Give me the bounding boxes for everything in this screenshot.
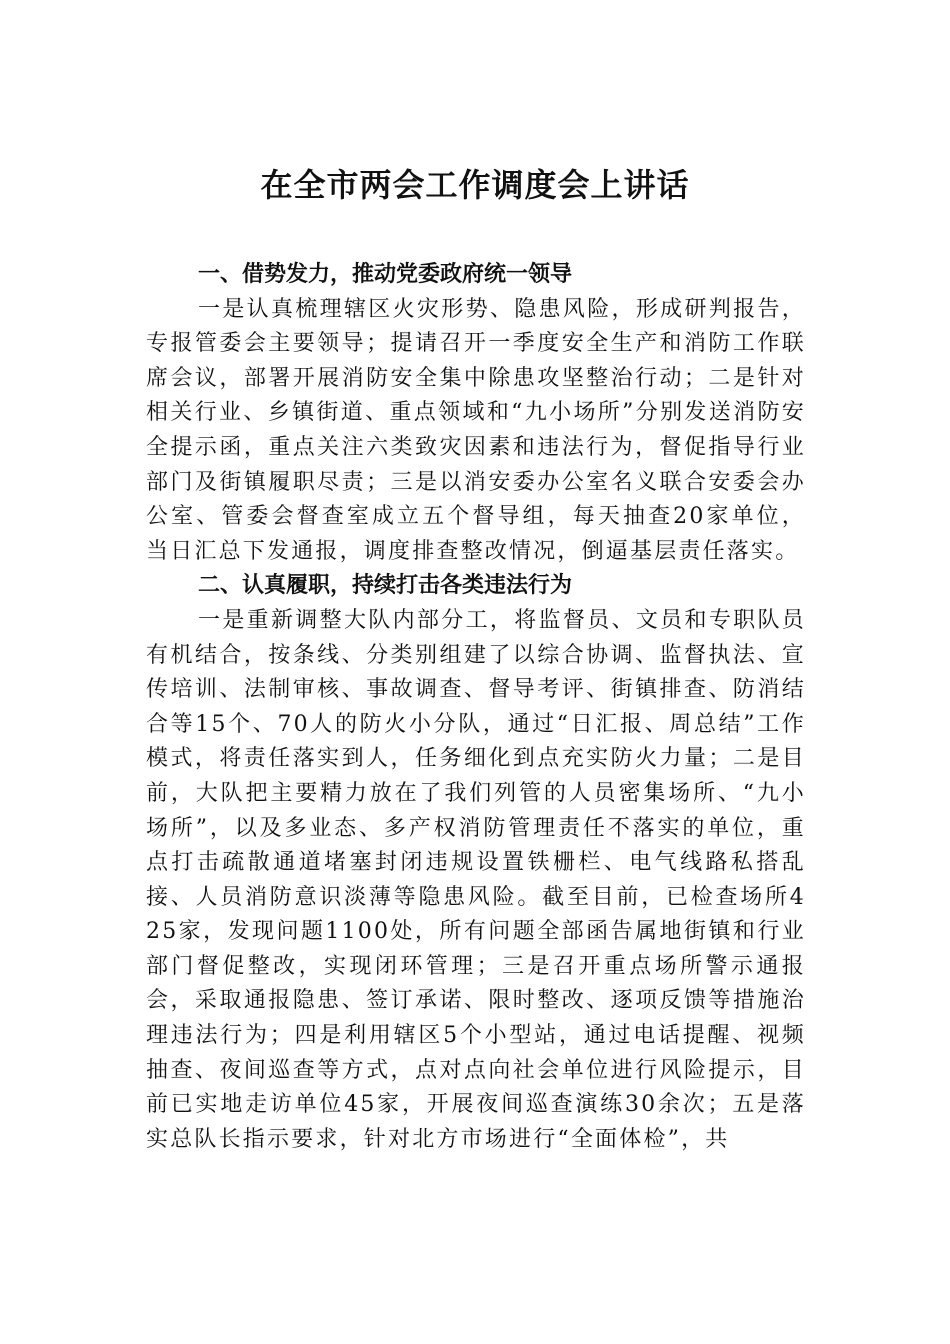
section-heading-1: 一、借势发力，推动党委政府统一领导 bbox=[198, 262, 573, 287]
section-heading-2: 二、认真履职，持续打击各类违法行为 bbox=[198, 573, 573, 599]
document-title: 在全市两会工作调度会上讲话 bbox=[260, 166, 690, 204]
document-body bbox=[146, 258, 806, 1157]
section-paragraph-2: 一是重新调整大队内部分工，将监督员、文员和专职队员有机结合，按条线、分类别组建了以综合协调、监督执法、宣传培训、法制审核、事故调查、督导考评、街镇排查、防消结合等15个、70人的防火小分队，通过“日汇报、周总结”工作模式，将责任落实到人，任务细化到点充实防火力量；二是目前，大队把主要精力放在了我们列管的人员密集场所、“九小场所”，以及多业态、多产权消防管理责任不落实的单位，重点打击疏散通道堵塞封闭违规设置铁栅栏、电气线路私搭乱接、人员消防意识淡薄等隐患风险。截至目前，已检查场所425家，发现问题1100处，所有问题全部函告属地街镇和行业部门督促整改，实现闭环管理；三是召开重点场所警示通报会，采取通报隐患、签订承诺、限时整改、逐项反馈等措施治理违法行为；四是利用辖区5个小型站，通过电话提醒、视频抽查、夜间巡查等方式，点对点向社会单位进行风险提示，目前已实地走访单位45家，开展夜间巡查演练30余次；五是落实总队长指示要求，针对北方市场进行“全面体检”，共 bbox=[146, 607, 806, 1152]
section-paragraph-1: 一是认真梳理辖区火灾形势、隐患风险，形成研判报告，专报管委会主要领导；提请召开一季度安全生产和消防工作联席会议，部署开展消防安全集中除患攻坚整治行动；二是针对相关行业、乡镇街道、重点领域和“九小场所”分别发送消防安全提示函，重点关注六类致灾因素和违法行为，督促指导行业部门及街镇履职尽责；三是以消安委办公室名义联合安委会办公室、管委会督查室成立五个督导组，每天抽查20家单位，当日汇总下发通报，调度排查整改情况，倒逼基层责任落实。 bbox=[146, 296, 806, 564]
